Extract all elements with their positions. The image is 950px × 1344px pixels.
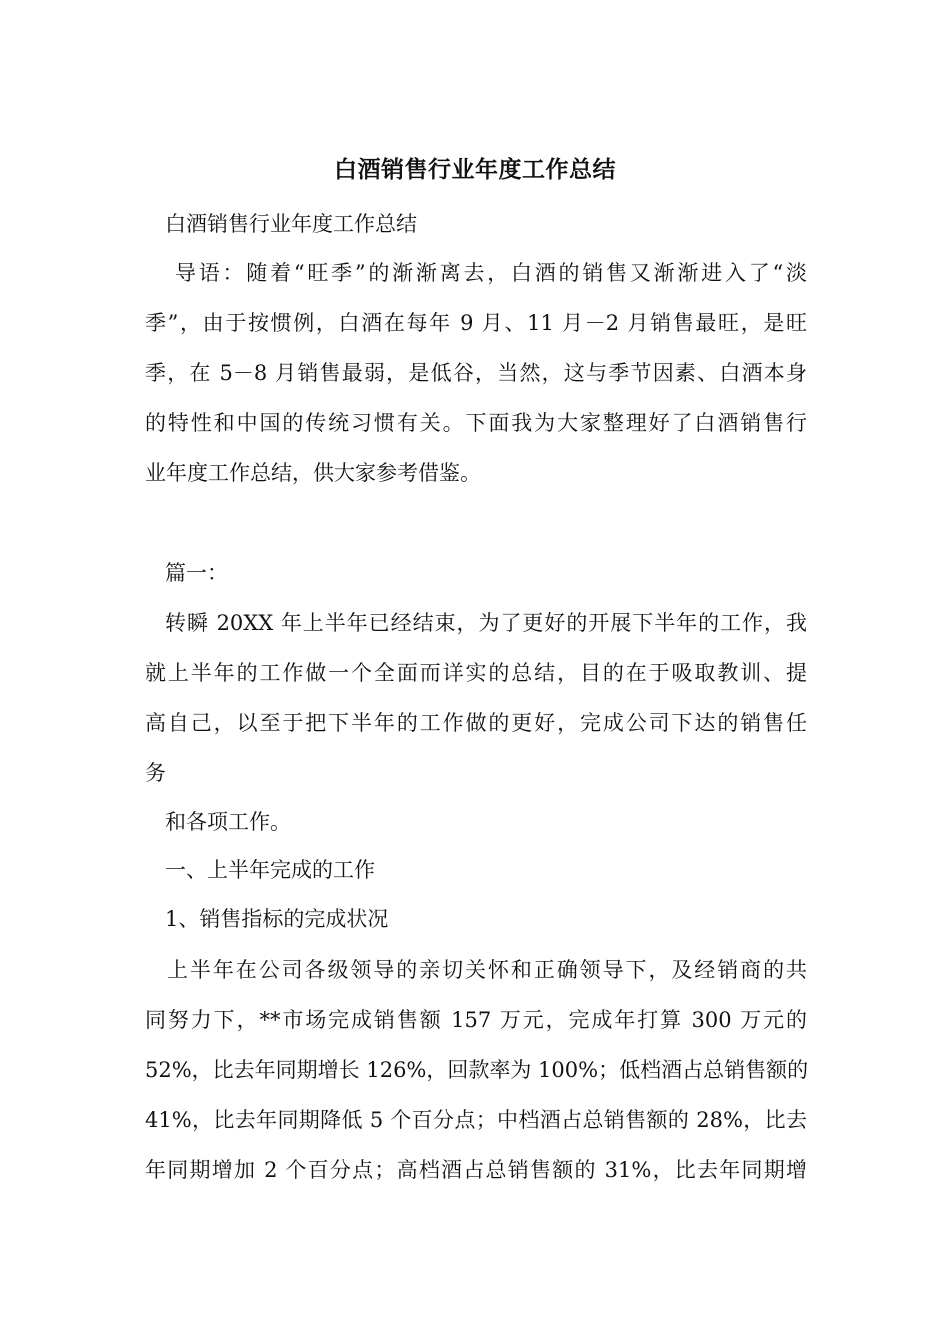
subtitle-block [145, 199, 807, 249]
intro-line: 业年度工作总结，供大家参考借鉴。 [145, 461, 481, 485]
intro-paragraph [145, 248, 807, 498]
paragraph-line: 就上半年的工作做一个全面而详实的总结，目的在于吸取教训、提 [145, 661, 807, 685]
paragraph-line: 52%，比去年同期增长 126%，回款率为 100%；低档酒占总销售额的 [145, 1058, 809, 1082]
section-label-block [145, 548, 807, 598]
paragraph-2 [145, 945, 807, 1195]
intro-line: 季，在 5－8 月销售最弱，是低谷，当然，这与季节因素、白酒本身 [145, 361, 807, 385]
subsection-heading: 1、销售指标的完成状况 [165, 907, 389, 931]
paragraph-1 [145, 598, 807, 798]
heading-2-block [145, 894, 807, 944]
paragraph-line: 上半年在公司各级领导的亲切关怀和正确领导下，及经销商的共 [167, 958, 807, 982]
heading-1-block [145, 845, 807, 895]
intro-line: 季”，由于按惯例，白酒在每年 9 月、11 月－2 月销售最旺，是旺 [145, 311, 807, 335]
paragraph-line: 同努力下，**市场完成销售额 157 万元，完成年打算 300 万元的 [145, 1008, 807, 1032]
section-heading: 一、上半年完成的工作 [165, 858, 375, 882]
paragraph-line: 年同期增加 2 个百分点；高档酒占总销售额的 31%，比去年同期增 [145, 1158, 807, 1182]
section-label: 篇一： [165, 561, 228, 585]
paragraph-line: 41%，比去年同期降低 5 个百分点；中档酒占总销售额的 28%，比去 [145, 1108, 807, 1132]
paragraph-line: 高自己，以至于把下半年的工作做的更好，完成公司下达的销售任 [145, 711, 807, 735]
document-title: 白酒销售行业年度工作总结 [334, 156, 616, 183]
document-subtitle: 白酒销售行业年度工作总结 [165, 212, 417, 236]
paragraph-1-continuation [145, 797, 807, 847]
intro-line: 的特性和中国的传统习惯有关。下面我为大家整理好了白酒销售行 [145, 411, 807, 435]
paragraph-line: 务 [145, 761, 166, 785]
paragraph-line: 转瞬 20XX 年上半年已经结束，为了更好的开展下半年的工作，我 [165, 611, 807, 635]
intro-line: 导语：随着“旺季”的渐渐离去，白酒的销售又渐渐进入了“淡 [175, 261, 807, 285]
paragraph-line: 和各项工作。 [165, 810, 291, 834]
